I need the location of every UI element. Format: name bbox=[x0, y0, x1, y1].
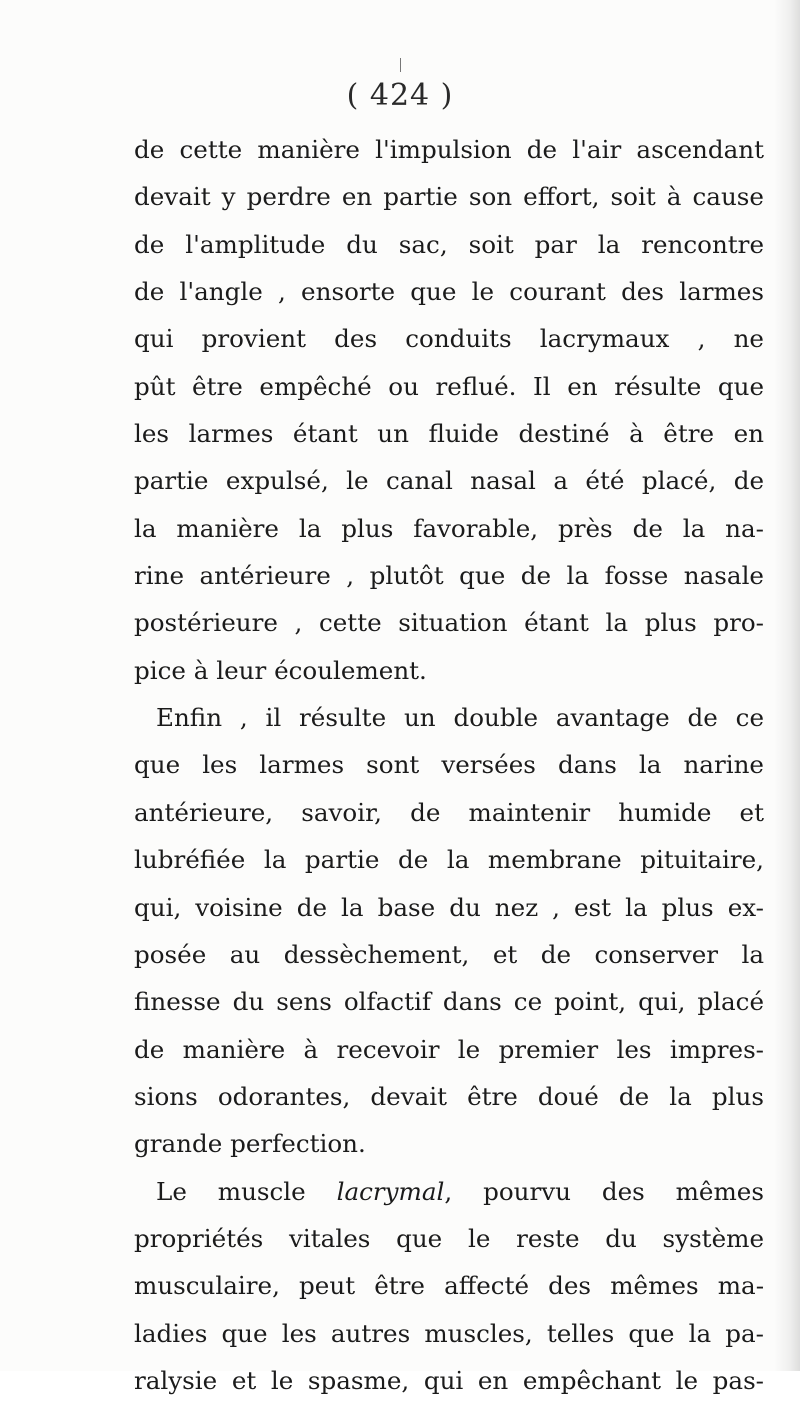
page-edge-shadow bbox=[774, 0, 800, 1371]
paragraph-start-line: Enfin , il résulte un double avantage de ce bbox=[156, 703, 764, 733]
text-line: devait y perdre en partie son effort, soit à cause bbox=[134, 182, 764, 212]
paragraph-end-line: grande perfection. bbox=[134, 1129, 366, 1159]
text-line: propriétés vitales que le reste du système bbox=[134, 1223, 764, 1253]
text-line: qui provient des conduits lacrymaux , ne bbox=[134, 324, 764, 354]
text-line: la manière la plus favorable, près de la na- bbox=[134, 513, 764, 543]
italic-term: lacrymal bbox=[336, 1176, 445, 1206]
text-line: rine antérieure , plutôt que de la fosse nasale bbox=[134, 561, 764, 591]
text-line: lubréfiée la partie de la membrane pituitaire, bbox=[134, 845, 764, 875]
page-number: ( 424 ) bbox=[346, 78, 454, 113]
text-line: sions odorantes, devait être doué de la plus bbox=[134, 1081, 764, 1111]
text-segment: Le muscle bbox=[156, 1176, 337, 1206]
text-line: les larmes étant un fluide destiné à être en bbox=[134, 419, 764, 449]
paragraph-start-line bbox=[134, 1168, 764, 1215]
text-line: de l'angle , ensorte que le courant des larmes bbox=[134, 277, 764, 307]
text-line: antérieure, savoir, de maintenir humide et bbox=[134, 797, 764, 827]
text-line: que les larmes sont versées dans la narine bbox=[134, 750, 764, 780]
text-segment: , pourvu des mêmes bbox=[444, 1176, 764, 1206]
text-line: pût être empêché ou reflué. Il en résulte que bbox=[134, 371, 764, 401]
text-line: de cette manière l'impulsion de l'air ascendant bbox=[134, 135, 764, 164]
text-line: postérieure , cette situation étant la plus pro- bbox=[134, 608, 764, 638]
text-line: finesse du sens olfactif dans ce point, qui, placé bbox=[134, 987, 764, 1017]
text-line: ladies que les autres muscles, telles que la pa- bbox=[134, 1318, 764, 1348]
ink-mark bbox=[400, 58, 401, 72]
text-line: partie expulsé, le canal nasal a été placé, de bbox=[134, 466, 764, 496]
body-text bbox=[134, 126, 764, 1404]
paragraph-end-line: pice à leur écoulement. bbox=[134, 655, 427, 685]
text-line: posée au dessèchement, et de conserver la bbox=[134, 939, 764, 969]
text-line: de l'amplitude du sac, soit par la rencontre bbox=[134, 229, 764, 259]
text-line: qui, voisine de la base du nez , est la plus ex- bbox=[134, 892, 764, 922]
text-line: ralysie et le spasme, qui en empêchant le pas- bbox=[134, 1365, 764, 1395]
text-line: musculaire, peut être affecté des mêmes ma- bbox=[134, 1271, 764, 1301]
text-line: de manière à recevoir le premier les impres- bbox=[134, 1034, 764, 1064]
